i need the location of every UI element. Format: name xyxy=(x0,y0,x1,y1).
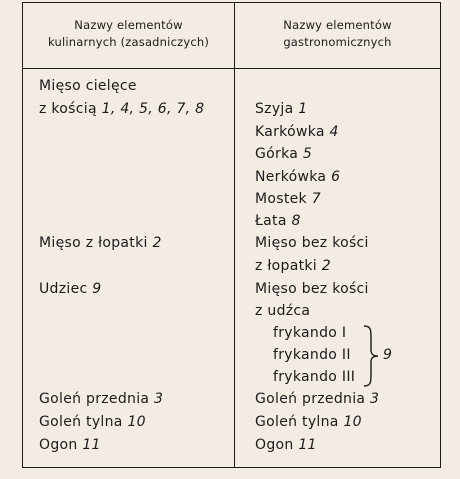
right-item-frykando-2: frykando II xyxy=(273,347,351,363)
right-item-upper-loin: Górka 5 xyxy=(255,146,313,162)
header-right xyxy=(235,17,440,51)
left-item-leg: Udziec 9 xyxy=(39,281,102,297)
header-left-line-2: kulinarnych (zasadniczych) xyxy=(47,35,210,49)
right-item-number: 8 xyxy=(291,213,301,229)
right-item-number: 1 xyxy=(298,101,308,117)
header-left xyxy=(23,17,234,51)
right-item-front-shank: Goleń przednia 3 xyxy=(255,391,380,407)
header-right-line-2: gastronomicznych xyxy=(283,35,392,49)
header-right-line-1: Nazwy elementów xyxy=(283,18,392,32)
right-item-number: 4 xyxy=(329,124,339,140)
left-item-number: 9 xyxy=(92,281,102,297)
column-divider xyxy=(234,3,235,467)
header-divider xyxy=(23,68,440,69)
right-item-number: 11 xyxy=(298,437,317,453)
left-item-with-bone: z kością 1, 4, 5, 6, 7, 8 xyxy=(39,101,205,117)
right-item-from-shoulder: z łopatki 2 xyxy=(255,258,331,274)
left-item-shoulder: Mięso z łopatki 2 xyxy=(39,235,162,251)
right-item-boneless: Mięso bez kości xyxy=(255,235,369,251)
left-item-hind-shank: Goleń tylna 10 xyxy=(39,414,146,430)
right-item-number: 7 xyxy=(311,191,321,207)
left-item-tail: Ogon 11 xyxy=(39,437,101,453)
right-item-number: 3 xyxy=(370,391,380,407)
left-item-meat-veal: Mięso cielęce xyxy=(39,78,137,94)
left-item-number: 1, 4, 5, 6, 7, 8 xyxy=(101,101,205,117)
right-item-frykando-1: frykando I xyxy=(273,325,347,341)
right-item-number: 2 xyxy=(321,258,331,274)
brace-label: 9 xyxy=(383,347,393,363)
right-item-frykando-3: frykando III xyxy=(273,369,356,385)
right-item-boneless-2: Mięso bez kości xyxy=(255,281,369,297)
left-item-number: 2 xyxy=(152,235,162,251)
right-item-from-leg: z udźca xyxy=(255,303,311,319)
curly-brace-icon xyxy=(362,324,384,388)
right-item-number: 5 xyxy=(302,146,313,162)
right-item-brisket: Mostek 7 xyxy=(255,191,321,207)
right-item-neck: Szyja 1 xyxy=(255,101,308,117)
table-frame xyxy=(22,2,441,468)
left-item-number: 11 xyxy=(82,437,101,453)
right-item-number: 10 xyxy=(343,414,362,430)
left-item-front-shank: Goleń przednia 3 xyxy=(39,391,164,407)
right-item-neck-chop: Karkówka 4 xyxy=(255,124,339,140)
right-item-loin: Nerkówka 6 xyxy=(255,169,341,185)
header-left-line-1: Nazwy elementów xyxy=(74,18,183,32)
right-item-hind-shank: Goleń tylna 10 xyxy=(255,414,362,430)
right-item-flank: Łata 8 xyxy=(255,213,301,229)
left-item-number: 10 xyxy=(127,414,146,430)
right-item-tail: Ogon 11 xyxy=(255,437,317,453)
right-item-number: 6 xyxy=(331,169,341,185)
left-item-number: 3 xyxy=(154,391,164,407)
